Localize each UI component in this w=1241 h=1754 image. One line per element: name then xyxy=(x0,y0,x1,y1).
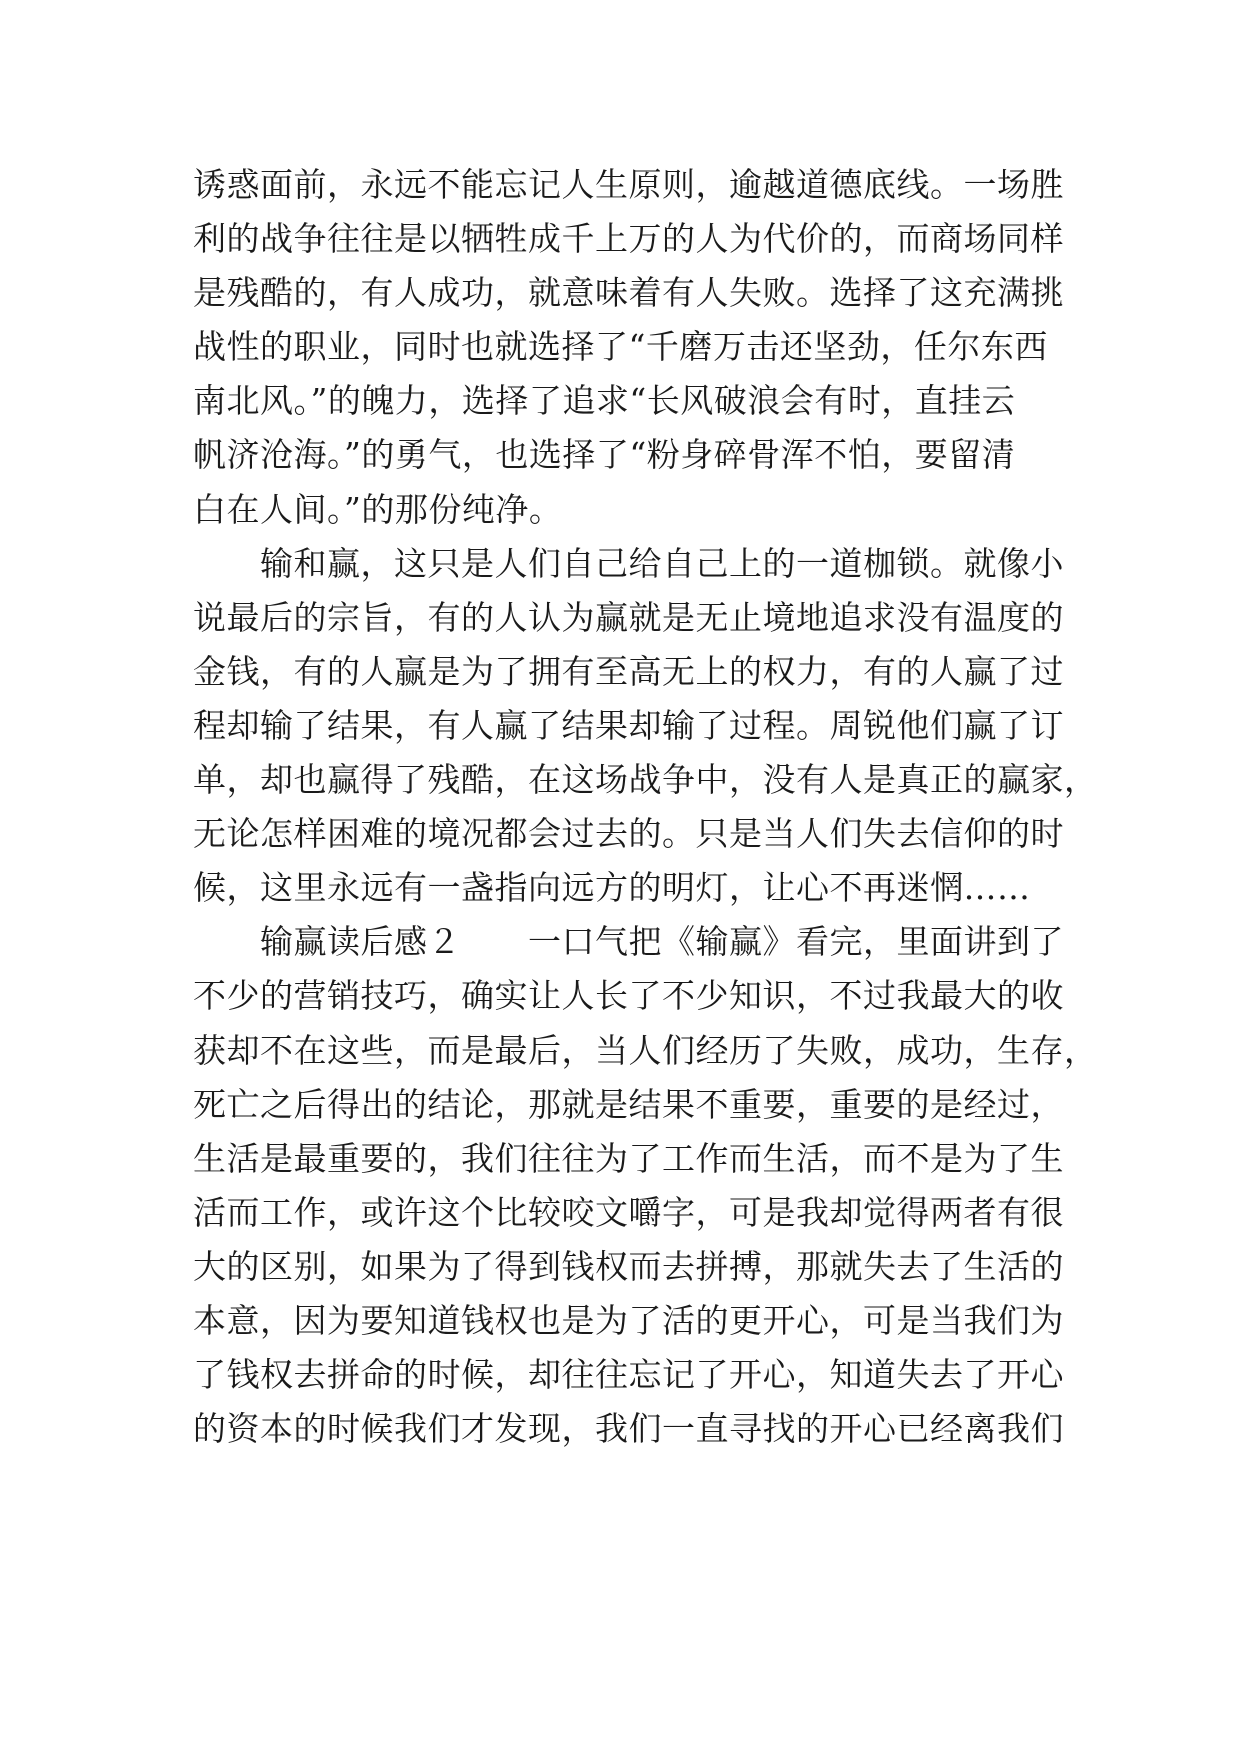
text-line: 本意，因为要知道钱权也是为了活的更开心，可是当我们为 xyxy=(193,1300,1064,1340)
text-line: 南北风。”的魄力，选择了追求“长风破浪会有时，直挂云 xyxy=(193,381,1016,421)
text-line: 战性的职业，同时也就选择了“千磨万击还坚劲，任尔东西 xyxy=(193,327,1048,367)
text-line: 获却不在这些，而是最后，当人们经历了失败，成功，生存， xyxy=(193,1030,1098,1070)
text-line: 单，却也赢得了残酷，在这场战争中，没有人是真正的赢家， xyxy=(193,760,1098,800)
text-line: 利的战争往往是以牺牲成千上万的人为代价的，而商场同样 xyxy=(193,219,1064,259)
text-line: 是残酷的，有人成功，就意味着有人失败。选择了这充满挑 xyxy=(193,273,1064,313)
text-line: 说最后的宗旨，有的人认为赢就是无止境地追求没有温度的 xyxy=(193,597,1064,637)
text-line: 的资本的时候我们才发现，我们一直寻找的开心已经离我们 xyxy=(193,1409,1064,1449)
text-line: 输赢读后感２ 一口气把《输赢》看完，里面讲到了 xyxy=(193,922,1064,962)
text-line: 输和赢，这只是人们自己给自己上的一道枷锁。就像小 xyxy=(193,543,1064,583)
text-line: 程却输了结果，有人赢了结果却输了过程。周锐他们赢了订 xyxy=(193,705,1064,745)
text-line: 金钱，有的人赢是为了拥有至高无上的权力，有的人赢了过 xyxy=(193,651,1064,691)
body-text xyxy=(193,158,1098,1456)
text-line: 大的区别，如果为了得到钱权而去拼搏，那就失去了生活的 xyxy=(193,1246,1064,1286)
text-line: 死亡之后得出的结论，那就是结果不重要，重要的是经过， xyxy=(193,1084,1064,1124)
text-line: 白在人间。”的那份纯净。 xyxy=(193,489,563,529)
text-line: 生活是最重要的，我们往往为了工作而生活，而不是为了生 xyxy=(193,1138,1064,1178)
text-line: 不少的营销技巧，确实让人长了不少知识，不过我最大的收 xyxy=(193,976,1064,1016)
text-line: 帆济沧海。”的勇气，也选择了“粉身碎骨浑不怕，要留清 xyxy=(193,435,1016,475)
text-line: 活而工作，或许这个比较咬文嚼字，可是我却觉得两者有很 xyxy=(193,1192,1064,1232)
text-line: 无论怎样困难的境况都会过去的。只是当人们失去信仰的时 xyxy=(193,814,1064,854)
text-line: 诱惑面前，永远不能忘记人生原则，逾越道德底线。一场胜 xyxy=(193,165,1064,204)
text-line: 了钱权去拼命的时候，却往往忘记了开心，知道失去了开心 xyxy=(193,1355,1064,1395)
text-line: 候，这里永远有一盏指向远方的明灯，让心不再迷惘…… xyxy=(193,868,1031,908)
